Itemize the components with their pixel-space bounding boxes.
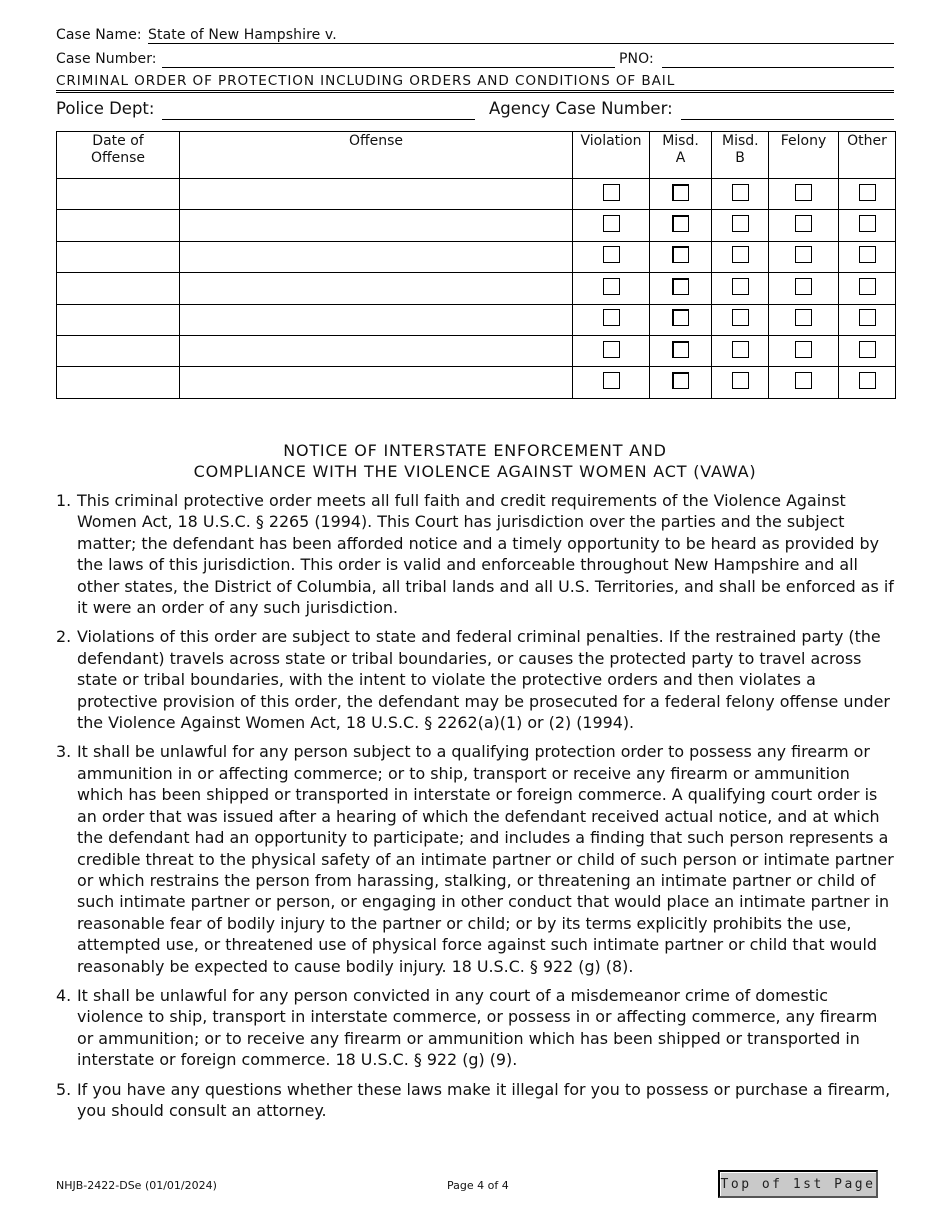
offense-field[interactable] <box>180 241 573 272</box>
other-cell <box>839 367 896 398</box>
misd-a-checkbox[interactable] <box>672 278 689 295</box>
offense-table <box>56 131 896 399</box>
item-number: 3. <box>56 742 72 762</box>
notice-item <box>56 626 894 733</box>
violation-checkbox[interactable] <box>603 246 620 263</box>
misd-b-checkbox[interactable] <box>732 372 749 389</box>
misd-a-cell <box>650 367 712 398</box>
case-name-row <box>56 27 894 47</box>
other-checkbox[interactable] <box>859 246 876 263</box>
violation-checkbox[interactable] <box>603 309 620 326</box>
notice-item <box>56 985 894 1071</box>
item-text: It shall be unlawful for any person convicted in any court of a misdemeanor crime of domestic violence to ship, transport in interstate commerce, or possess in or affecting commerce, any firearm or ammunition; or to receive any firearm or ammunition which has been shipped or transported in interstate or foreign commerce. 18 U.S.C. § 922 (g) (9). <box>77 985 878 1070</box>
offense-field[interactable] <box>180 273 573 304</box>
misd-a-cell <box>650 273 712 304</box>
misd-a-checkbox[interactable] <box>672 215 689 232</box>
police-dept-label: Police Dept: <box>56 99 155 118</box>
felony-cell <box>769 179 839 210</box>
date-of-offense-field[interactable] <box>57 335 180 366</box>
misd-a-checkbox[interactable] <box>672 184 689 201</box>
offense-row <box>57 304 896 335</box>
other-checkbox[interactable] <box>859 278 876 295</box>
agency-case-label: Agency Case Number: <box>489 99 673 118</box>
misd-b-checkbox[interactable] <box>732 309 749 326</box>
misd-a-cell <box>650 335 712 366</box>
violation-checkbox[interactable] <box>603 215 620 232</box>
misd-b-checkbox[interactable] <box>732 278 749 295</box>
notice-title-line-2: COMPLIANCE WITH THE VIOLENCE AGAINST WOMEN ACT (VAWA) <box>193 462 757 481</box>
violation-cell <box>573 210 650 241</box>
notice-item <box>56 1079 894 1122</box>
offense-row <box>57 367 896 398</box>
other-checkbox[interactable] <box>859 372 876 389</box>
misd-a-cell <box>650 304 712 335</box>
notice-items <box>56 490 894 1129</box>
top-of-first-page-button[interactable]: Top of 1st Page <box>718 1170 878 1198</box>
misd-b-cell <box>712 273 769 304</box>
agency-case-field[interactable] <box>681 119 894 120</box>
other-checkbox[interactable] <box>859 215 876 232</box>
offense-field[interactable] <box>180 304 573 335</box>
case-number-row <box>56 51 894 71</box>
misd-a-cell <box>650 241 712 272</box>
felony-checkbox[interactable] <box>795 215 812 232</box>
felony-cell <box>769 210 839 241</box>
misd-a-cell <box>650 210 712 241</box>
felony-cell <box>769 273 839 304</box>
offense-field[interactable] <box>180 179 573 210</box>
felony-checkbox[interactable] <box>795 372 812 389</box>
item-number: 5. <box>56 1079 72 1099</box>
other-cell <box>839 273 896 304</box>
other-checkbox[interactable] <box>859 184 876 201</box>
page-number: Page 4 of 4 <box>447 1179 509 1192</box>
violation-cell <box>573 367 650 398</box>
item-text: If you have any questions whether these laws make it illegal for you to possess or purchase a firearm, you should consult an attorney. <box>77 1079 891 1120</box>
form-code: NHJB-2422-DSe (01/01/2024) <box>56 1179 217 1192</box>
pno-label: PNO: <box>619 51 654 67</box>
felony-cell <box>769 367 839 398</box>
felony-cell <box>769 335 839 366</box>
offense-table-header <box>57 132 896 179</box>
offense-row <box>57 210 896 241</box>
item-text: This criminal protective order meets all full faith and credit requirements of the Violence Against Women Act, 18 U.S.C. § 2265 (1994). This Court has jurisdiction over the parties and the subject matter; the defendant has been afforded notice and a timely opportunity to be heard as provided by the laws of this jurisdiction. This order is valid and enforceable throughout New Hampshire and all other states, the District of Columbia, all tribal lands and all U.S. Territories, and shall be enforced as if it were an order of any such jurisdiction. <box>77 491 894 618</box>
misd-b-checkbox[interactable] <box>732 184 749 201</box>
other-cell <box>839 210 896 241</box>
pno-field[interactable] <box>662 51 894 68</box>
violation-checkbox[interactable] <box>603 372 620 389</box>
offense-row <box>57 273 896 304</box>
violation-checkbox[interactable] <box>603 184 620 201</box>
date-of-offense-field[interactable] <box>57 241 180 272</box>
case-number-label: Case Number: <box>56 51 157 67</box>
violation-cell <box>573 241 650 272</box>
case-name-label: Case Name: <box>56 27 142 43</box>
misd-b-checkbox[interactable] <box>732 341 749 358</box>
felony-checkbox[interactable] <box>795 246 812 263</box>
notice-title-line-1: NOTICE OF INTERSTATE ENFORCEMENT AND <box>283 441 667 460</box>
felony-checkbox[interactable] <box>795 184 812 201</box>
date-of-offense-field[interactable] <box>57 273 180 304</box>
offense-row <box>57 241 896 272</box>
col-misd-b: Misd. B <box>712 132 769 179</box>
col-offense: Offense <box>180 132 573 179</box>
col-other: Other <box>839 132 896 179</box>
col-felony: Felony <box>769 132 839 179</box>
date-of-offense-field[interactable] <box>57 210 180 241</box>
order-title: CRIMINAL ORDER OF PROTECTION INCLUDING ORDERS AND CONDITIONS OF BAIL <box>56 72 894 93</box>
violation-checkbox[interactable] <box>603 341 620 358</box>
case-name-value: State of New Hampshire v. <box>148 27 337 43</box>
violation-cell <box>573 273 650 304</box>
offense-field[interactable] <box>180 210 573 241</box>
misd-b-cell <box>712 367 769 398</box>
misd-a-checkbox[interactable] <box>672 246 689 263</box>
misd-a-checkbox[interactable] <box>672 372 689 389</box>
item-text: It shall be unlawful for any person subject to a qualifying protection order to possess any firearm or ammunition in or affecting commerce; or to ship, transport or receive any firearm or ammunition which has been shipped or transported in interstate or foreign commerce. A qualifying court order is an order that was issued after a hearing of which the defendant received actual notice, and at which the defendant had an opportunity to participate; and includes a finding that such person represents a credible threat to the physical safety of an intimate partner or child of such person or intimate partner or which restrains the person from harassing, stalking, or threatening an intimate partner or child of such intimate partner or person, or engaging in other conduct that would place an intimate partner in reasonable fear of bodily injury to the partner or child; or by its terms explicitly prohibits the use, attempted use, or threatened use of physical force against such intimate partner or child that would reasonably be expected to cause bodily injury. 18 U.S.C. § 922 (g) (8). <box>77 742 894 976</box>
misd-b-checkbox[interactable] <box>732 246 749 263</box>
notice-item <box>56 741 894 976</box>
case-name-field[interactable] <box>148 27 894 44</box>
violation-cell <box>573 304 650 335</box>
item-number: 2. <box>56 627 72 647</box>
date-of-offense-field[interactable] <box>57 367 180 398</box>
police-dept-field[interactable] <box>162 119 475 120</box>
felony-cell <box>769 241 839 272</box>
violation-cell <box>573 335 650 366</box>
offense-row <box>57 335 896 366</box>
felony-checkbox[interactable] <box>795 309 812 326</box>
felony-checkbox[interactable] <box>795 341 812 358</box>
item-number: 4. <box>56 985 72 1005</box>
other-cell <box>839 304 896 335</box>
other-cell <box>839 179 896 210</box>
violation-cell <box>573 179 650 210</box>
misd-b-cell <box>712 335 769 366</box>
col-misd-a: Misd. A <box>650 132 712 179</box>
other-checkbox[interactable] <box>859 341 876 358</box>
offense-field[interactable] <box>180 367 573 398</box>
col-date-of-offense: Date of Offense <box>57 132 180 179</box>
other-checkbox[interactable] <box>859 309 876 326</box>
other-cell <box>839 241 896 272</box>
offense-field[interactable] <box>180 335 573 366</box>
felony-checkbox[interactable] <box>795 278 812 295</box>
felony-cell <box>769 304 839 335</box>
item-number: 1. <box>56 491 72 510</box>
violation-checkbox[interactable] <box>603 278 620 295</box>
case-number-field[interactable] <box>162 51 615 68</box>
misd-b-cell <box>712 241 769 272</box>
misd-b-checkbox[interactable] <box>732 215 749 232</box>
col-violation: Violation <box>573 132 650 179</box>
misd-a-checkbox[interactable] <box>672 309 689 326</box>
misd-b-cell <box>712 210 769 241</box>
date-of-offense-field[interactable] <box>57 304 180 335</box>
other-cell <box>839 335 896 366</box>
offense-row <box>57 179 896 210</box>
notice-item <box>56 490 894 618</box>
item-text: Violations of this order are subject to state and federal criminal penalties. If the restrained party (the defendant) travels across state or tribal boundaries, or causes the protected party to travel across state or tribal boundaries, with the intent to violate the protective orders and then violates a protective provision of this order, the defendant may be prosecuted for a federal felony offense under the Violence Against Women Act, 18 U.S.C. § 2262(a)(1) or (2) (1994). <box>77 627 890 733</box>
misd-b-cell <box>712 304 769 335</box>
misd-a-cell <box>650 179 712 210</box>
vawa-notice-title <box>56 440 894 482</box>
misd-b-cell <box>712 179 769 210</box>
misd-a-checkbox[interactable] <box>672 341 689 358</box>
date-of-offense-field[interactable] <box>57 179 180 210</box>
